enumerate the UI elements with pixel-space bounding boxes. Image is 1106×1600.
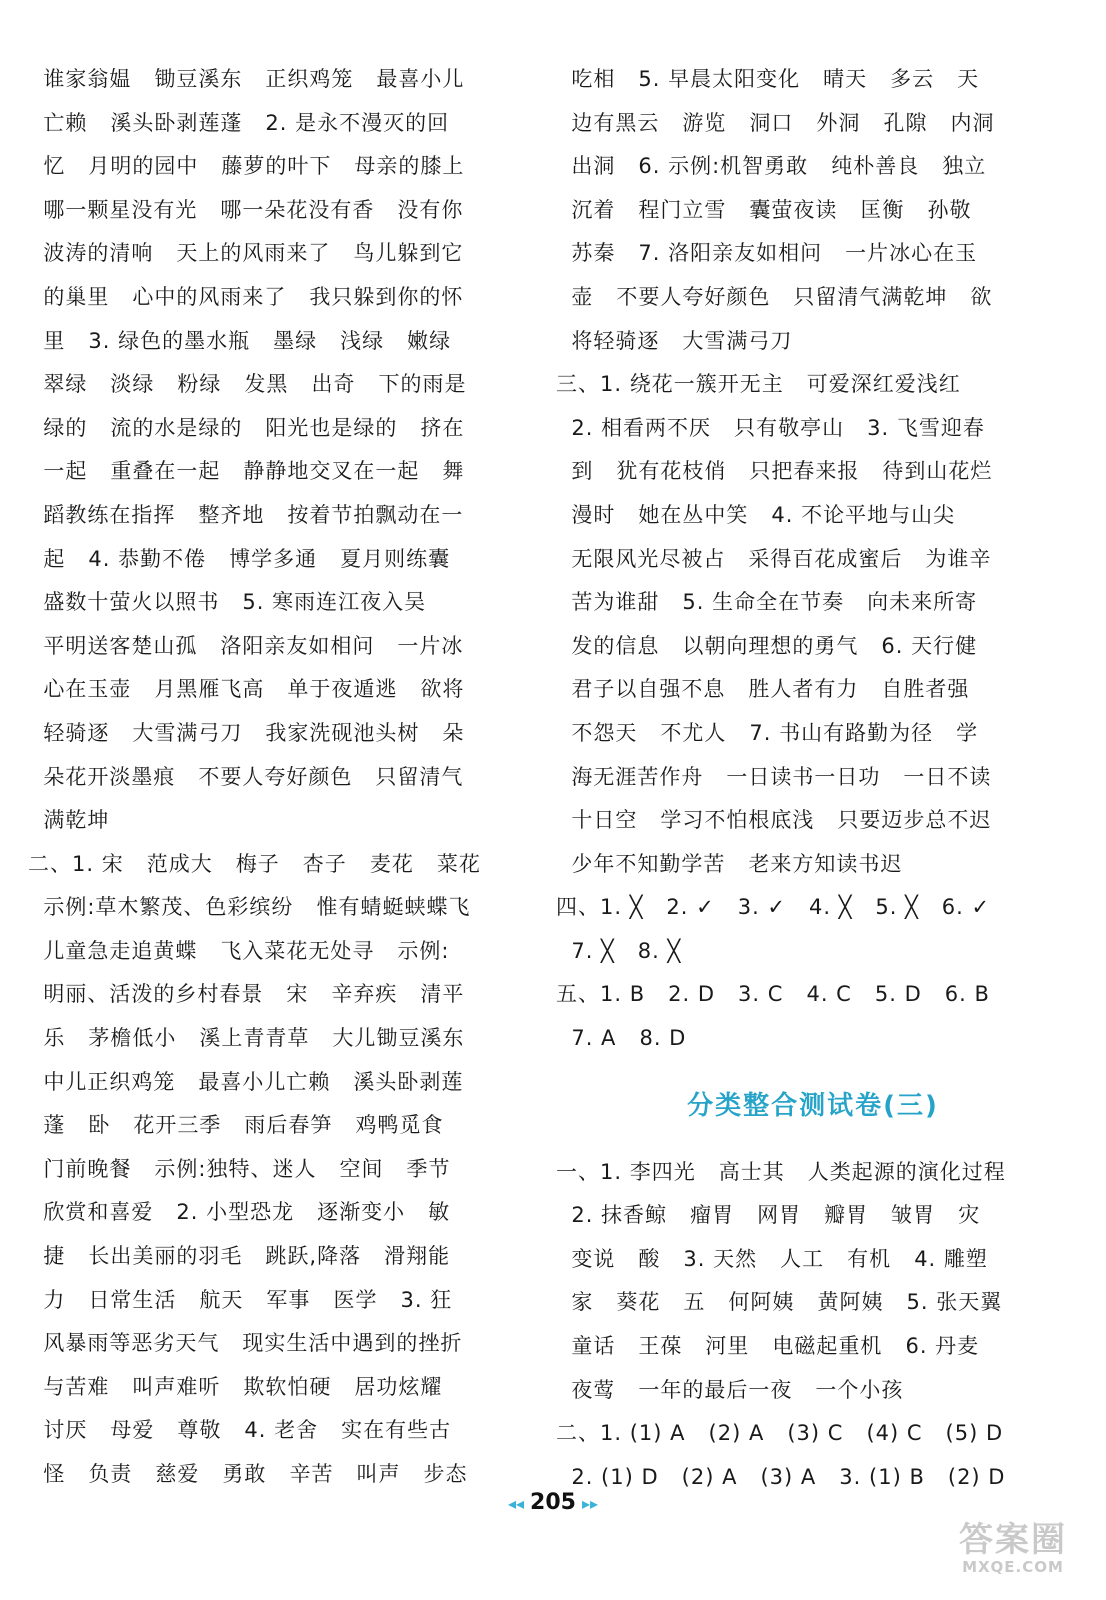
answer-line: 欣赏和喜爱 2. 小型恐龙 逐渐变小 敏 bbox=[28, 1200, 451, 1225]
answer-line: 将轻骑逐 大雪满弓刀 bbox=[556, 328, 793, 353]
answer-line: 翠绿 淡绿 粉绿 发黑 出奇 下的雨是 bbox=[28, 372, 467, 397]
answer-line: 7. ╳ 8. ╳ bbox=[556, 938, 682, 963]
answer-line: 的巢里 心中的风雨来了 我只躲到你的怀 bbox=[28, 284, 464, 309]
answer-line: 亡赖 溪头卧剥莲蓬 2. 是永不漫灭的回 bbox=[28, 110, 450, 135]
watermark-logo bbox=[938, 1522, 1088, 1578]
watermark-url: MXQE.COM bbox=[962, 1558, 1064, 1576]
answer-line: 绿的 流的水是绿的 阳光也是绿的 挤在 bbox=[28, 415, 465, 440]
answer-line: 壶 不要人夸好颜色 只留清气满乾坤 欲 bbox=[556, 284, 993, 309]
answer-line: 讨厌 母爱 尊敬 4. 老舍 实在有些古 bbox=[28, 1418, 452, 1443]
answer-line: 海无涯苦作舟 一日读书一日功 一日不读 bbox=[556, 764, 992, 789]
answer-line: 五、1. B 2. D 3. C 4. C 5. D 6. B bbox=[556, 982, 990, 1007]
watermark-text: 答案圈 bbox=[959, 1520, 1067, 1560]
answer-line: 蹈教练在指挥 整齐地 按着节拍飘动在一 bbox=[28, 502, 464, 527]
answer-line: 怪 负责 慈爱 勇敢 辛苦 叫声 步态 bbox=[28, 1462, 468, 1486]
answer-line: 君子以自强不息 胜人者有力 自胜者强 bbox=[556, 677, 970, 702]
answer-line: 盛数十萤火以照书 5. 寒雨连江夜入吴 bbox=[28, 590, 427, 615]
answer-line: 起 4. 恭勤不倦 博学多通 夏月则练囊 bbox=[28, 546, 451, 571]
answer-line: 蓬 卧 花开三季 雨后春笋 鸡鸭觅食 bbox=[28, 1113, 444, 1138]
answer-line: 力 日常生活 航天 军事 医学 3. 狂 bbox=[28, 1287, 453, 1312]
answer-line: 满乾坤 bbox=[28, 808, 110, 833]
answer-line: 明丽、活泼的乡村春景 宋 辛弃疾 清平 bbox=[28, 982, 465, 1007]
answer-line: 到 犹有花枝俏 只把春来报 待到山花烂 bbox=[556, 459, 993, 484]
answer-line: 朵花开淡墨痕 不要人夸好颜色 只留清气 bbox=[28, 764, 464, 789]
answer-line: 2. (1) D (2) A (3) A 3. (1) B (2) D bbox=[556, 1464, 1006, 1489]
answer-line: 少年不知勤学苦 老来方知读书迟 bbox=[556, 851, 903, 876]
answer-line: 吃相 5. 早晨太阳变化 晴天 多云 天 bbox=[556, 67, 980, 91]
answer-line: 苏秦 7. 洛阳亲友如相问 一片冰心在玉 bbox=[556, 241, 978, 266]
answer-line: 平明送客楚山孤 洛阳亲友如相问 一片冰 bbox=[28, 633, 464, 658]
answer-line: 童话 王葆 河里 电磁起重机 6. 丹麦 bbox=[556, 1334, 980, 1359]
answer-line: 乐 茅檐低小 溪上青青草 大儿锄豆溪东 bbox=[28, 1026, 465, 1051]
answer-line: 波涛的清响 天上的风雨来了 鸟儿躲到它 bbox=[28, 241, 464, 266]
answer-line: 边有黑云 游览 洞口 外洞 孔隙 内洞 bbox=[556, 110, 995, 135]
answer-line: 与苦难 叫声难听 欺软怕硬 居功炫耀 bbox=[28, 1374, 443, 1399]
answer-line: 二、1. 宋 范成大 梅子 杏子 麦花 菜花 bbox=[28, 851, 481, 876]
answer-line: 不怨天 不尤人 7. 书山有路勤为径 学 bbox=[556, 720, 979, 745]
answer-line: 夜莺 一年的最后一夜 一个小孩 bbox=[556, 1377, 904, 1402]
answer-line: 沉着 程门立雪 囊萤夜读 匡衡 孙敬 bbox=[556, 197, 972, 222]
answer-line: 发的信息 以朝向理想的勇气 6. 天行健 bbox=[556, 633, 978, 658]
answer-block-right-top bbox=[556, 58, 1070, 1061]
answer-line: 里 3. 绿色的墨水瓶 墨绿 浅绿 嫩绿 bbox=[28, 328, 452, 353]
page-number: 205 bbox=[530, 1490, 576, 1515]
answer-line: 捷 长出美丽的羽毛 跳跃,降落 滑翔能 bbox=[28, 1244, 451, 1269]
answer-line: 四、1. ╳ 2. ✓ 3. ✓ 4. ╳ 5. ╳ 6. ✓ bbox=[556, 895, 991, 920]
answer-column-left bbox=[28, 58, 540, 1497]
answer-line: 中儿正织鸡笼 最喜小儿亡赖 溪头卧剥莲 bbox=[28, 1069, 464, 1094]
answer-line: 哪一颗星没有光 哪一朵花没有香 没有你 bbox=[28, 197, 464, 222]
answer-line: 家 葵花 五 何阿姨 黄阿姨 5. 张天翼 bbox=[556, 1290, 1003, 1315]
answer-line: 三、1. 绕花一簇开无主 可爱深红爱浅红 bbox=[556, 372, 961, 397]
answer-line: 心在玉壶 月黑雁飞高 单于夜遁逃 欲将 bbox=[28, 677, 465, 702]
answer-line: 忆 月明的园中 藤萝的叶下 母亲的膝上 bbox=[28, 154, 465, 179]
answer-line: 变说 酸 3. 天然 人工 有机 4. 雕塑 bbox=[556, 1246, 988, 1271]
section-title: 分类整合测试卷(三) bbox=[687, 1090, 939, 1121]
answer-line: 示例:草木繁茂、色彩缤纷 惟有蜻蜓蛱蝶飞 bbox=[28, 895, 471, 920]
answer-line: 儿童急走追黄蝶 飞入菜花无处寻 示例: bbox=[28, 938, 450, 963]
answer-line: 谁家翁媪 锄豆溪东 正织鸡笼 最喜小儿 bbox=[28, 67, 465, 91]
answer-block-right-bottom bbox=[556, 1151, 1070, 1500]
answer-column-right bbox=[556, 58, 1070, 1499]
answer-line: 7. A 8. D bbox=[556, 1026, 687, 1051]
answer-line: 苦为谁甜 5. 生命全在节奏 向未来所寄 bbox=[556, 590, 978, 615]
answer-line: 二、1. (1) A (2) A (3) C (4) C (5) D bbox=[556, 1421, 1004, 1446]
answer-line: 一起 重叠在一起 静静地交叉在一起 舞 bbox=[28, 459, 465, 484]
answer-line: 漫时 她在丛中笑 4. 不论平地与山尖 bbox=[556, 502, 956, 527]
answer-line: 门前晚餐 示例:独特、迷人 空间 季节 bbox=[28, 1156, 451, 1181]
answer-line: 出洞 6. 示例:机智勇敢 纯朴善良 独立 bbox=[556, 154, 987, 179]
answer-line: 风暴雨等恶劣天气 现实生活中遇到的挫折 bbox=[28, 1331, 463, 1356]
answer-line: 十日空 学习不怕根底浅 只要迈步总不迟 bbox=[556, 808, 992, 833]
prev-arrows-icon: ◂◂ bbox=[507, 1494, 525, 1513]
page-number-bar bbox=[0, 1490, 1106, 1515]
answer-line: 无限风光尽被占 采得百花成蜜后 为谁辛 bbox=[556, 546, 992, 571]
answer-line: 轻骑逐 大雪满弓刀 我家洗砚池头树 朵 bbox=[28, 720, 465, 745]
answer-line: 一、1. 李四光 高士其 人类起源的演化过程 bbox=[556, 1159, 1006, 1184]
answer-line: 2. 抹香鲸 瘤胃 网胃 瓣胃 皱胃 灾 bbox=[556, 1203, 981, 1228]
section-title-wrap bbox=[556, 1061, 1070, 1151]
answer-line: 2. 相看两不厌 只有敬亭山 3. 飞雪迎春 bbox=[556, 415, 985, 440]
next-arrows-icon: ▸▸ bbox=[581, 1494, 599, 1513]
